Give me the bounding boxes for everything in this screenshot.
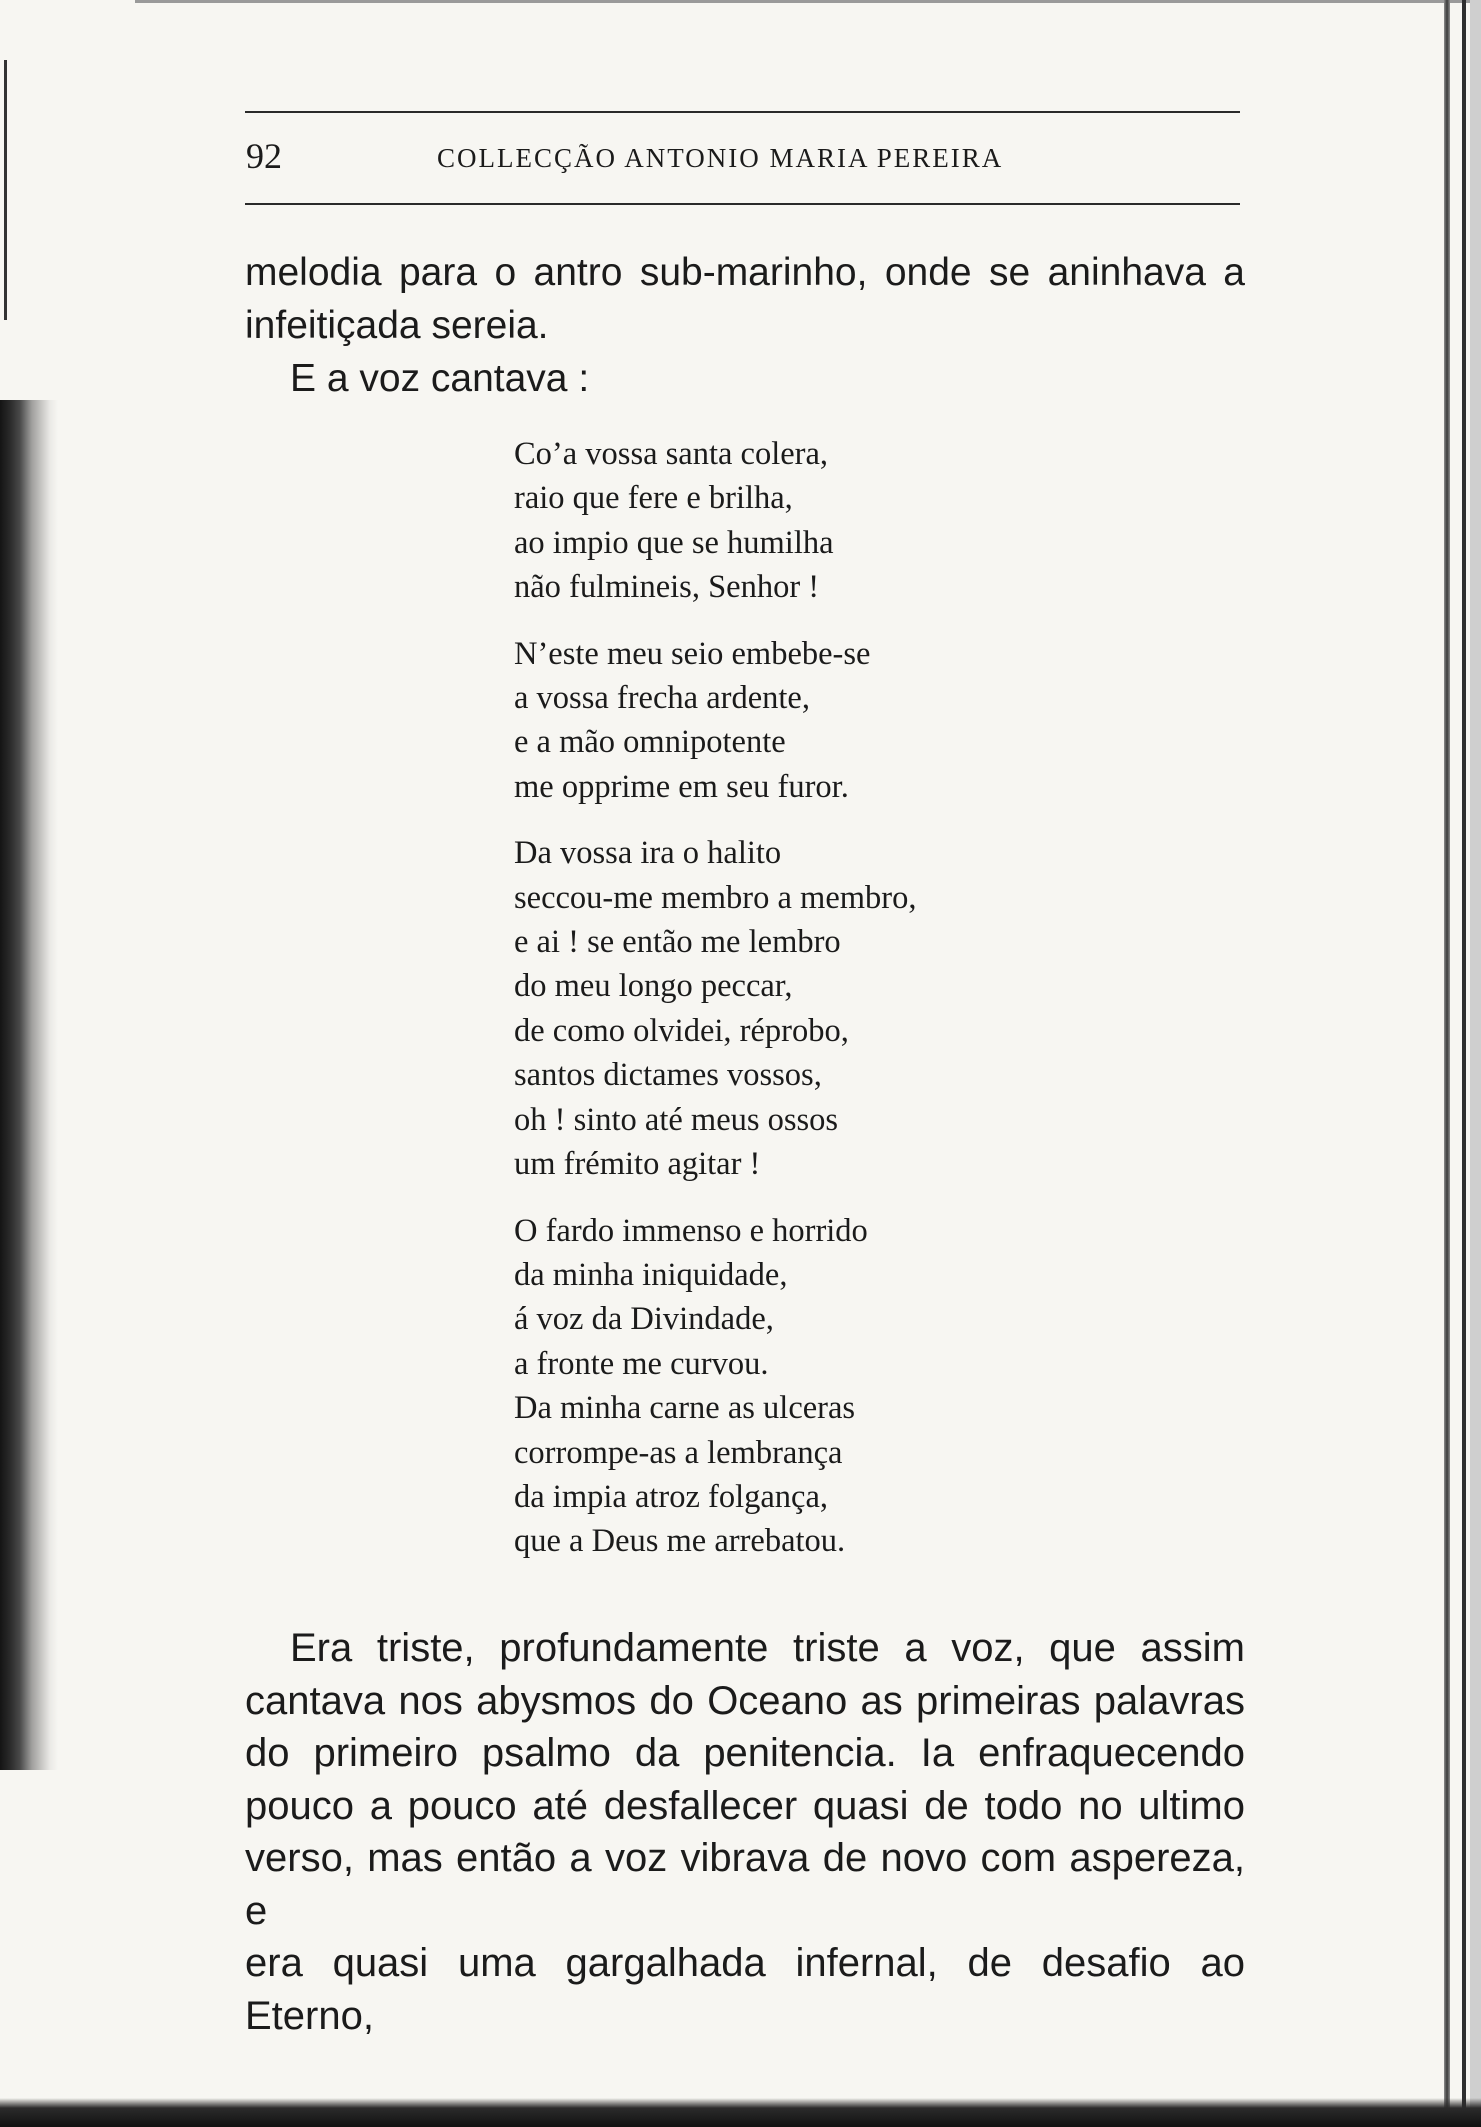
verse-line: á voz da Divindade, <box>514 1301 774 1338</box>
verse-line: que a Deus me arrebatou. <box>514 1523 846 1560</box>
verse-line: seccou-me membro a membro, <box>514 879 917 916</box>
scan-right-edge-dark <box>1462 0 1466 2127</box>
prose-line: era quasi uma gargalhada infernal, de desafio ao Eterno, <box>245 1941 1245 2038</box>
prose-bottom <box>245 1622 1245 2042</box>
stanza <box>514 1209 917 1564</box>
verse-line: do meu longo peccar, <box>514 968 793 1005</box>
stanza <box>514 831 917 1186</box>
stanza <box>514 432 917 610</box>
prose-top <box>245 246 1245 405</box>
scan-left-binding-shadow <box>0 400 58 1770</box>
poem <box>514 432 917 1586</box>
verse-line: da impia atroz folgança, <box>514 1478 829 1515</box>
verse-line: corrompe-as a lembrança <box>514 1434 843 1471</box>
verse-line: Da vossa ira o halito <box>514 835 782 872</box>
prose-line: pouco a pouco até desfallecer quasi de todo no ultimo <box>245 1783 1245 1828</box>
verse-line: e ai ! se então me lembro <box>514 924 841 961</box>
verse-line: da minha iniquidade, <box>514 1256 788 1293</box>
page-number: 92 <box>246 136 282 176</box>
scan-right-edge <box>1444 0 1450 2127</box>
verse-line: a vossa frecha ardente, <box>514 680 810 717</box>
verse-line: Da minha carne as ulceras <box>514 1390 856 1427</box>
verse-line: e a mão omnipotente <box>514 724 786 761</box>
scan-right-margin <box>1470 0 1481 2127</box>
prose-line: do primeiro psalmo da penitencia. Ia enfraquecendo <box>245 1731 1245 1775</box>
prose-line: verso, mas então a voz vibrava de novo com aspereza, e <box>245 1836 1245 1933</box>
header-rule-bottom <box>245 203 1240 205</box>
verse-line: de como olvidei, réprobo, <box>514 1012 849 1049</box>
verse-line: me opprime em seu furor. <box>514 768 849 805</box>
scan-left-mark <box>4 60 7 320</box>
verse-line: O fardo immenso e horrido <box>514 1212 868 1249</box>
scan-bottom-edge <box>0 2098 1481 2127</box>
verse-line: N’este meu seio embebe-se <box>514 635 871 672</box>
verse-line: a fronte me curvou. <box>514 1345 769 1382</box>
verse-line: ao impio que se humilha <box>514 524 834 561</box>
prose-line: E a voz cantava : <box>290 357 590 400</box>
verse-line: não fulmineis, Senhor ! <box>514 569 820 606</box>
header-rule-top <box>245 111 1240 113</box>
verse-line: um frémito agitar ! <box>514 1146 761 1183</box>
prose-line: Era triste, profundamente triste a voz, que assim <box>290 1626 1245 1670</box>
scan-top-edge <box>135 0 1481 3</box>
stanza <box>514 632 917 810</box>
verse-line: oh ! sinto até meus ossos <box>514 1101 839 1138</box>
verse-line: Co’a vossa santa colera, <box>514 436 829 472</box>
verse-line: santos dictames vossos, <box>514 1057 822 1094</box>
verse-line: raio que fere e brilha, <box>514 480 793 517</box>
prose-line: cantava nos abysmos do Oceano as primeiras palavras <box>245 1678 1245 1723</box>
running-title: COLLECÇÃO ANTONIO MARIA PEREIRA <box>437 143 1004 173</box>
prose-line: melodia para o antro sub-marinho, onde se aninhava a <box>245 251 1245 294</box>
prose-line: infeitiçada sereia. <box>245 304 549 347</box>
